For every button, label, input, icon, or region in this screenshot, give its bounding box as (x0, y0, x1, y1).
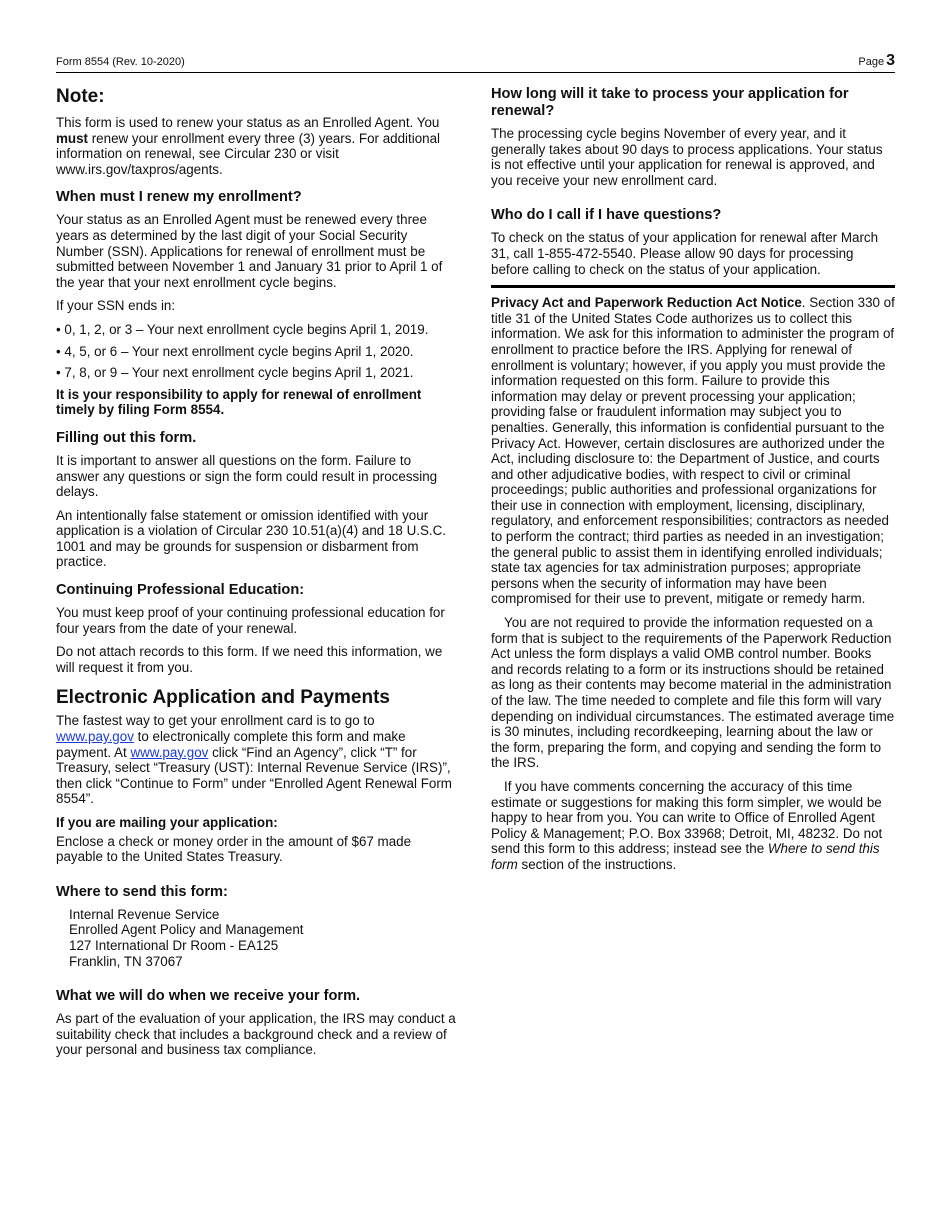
processing-paragraph: The processing cycle begins November of every year, and it generally takes about 90 days to process applications. Your status is not effective until your application for renewal is approved, and you receive your new enrollment card. (491, 126, 883, 188)
list-item: • 7, 8, or 9 – Your next enrollment cycle begins April 1, 2021. (56, 365, 414, 381)
privacy-paragraph-1: Privacy Act and Paperwork Reduction Act Notice. Section 330 of title 31 of the United States Code authorizes us to collect this information. We ask for this information to administer the program of enrollment to practice before the IRS. Applying for renewal of enrollment is voluntary; however, if you apply you must provide the information requested on this form. Failure to provide this information may delay or prevent processing your application; providing false or fraudulent information may subject you to penalties. Generally, this information is confidential pursuant to the Privacy Act. However, certain disclosures are authorized under the Act, including disclosure to: the Department of Justice, and courts and other adjudicative bodies, with respect to civil or criminal proceedings; public authorities and professional organizations for their use in connection with employment, licensing, disciplinary, regulatory, and enforcement responsibilities; contractors as needed to perform the contract; third parties as needed in an investigation; the general public to assist them in identifying enrolled individuals; state tax agencies for tax administration purposes; appropriate persons when the security of information may have been compromised for their use to prevent, mitigate or remedy harm. (491, 295, 895, 607)
mailing-address (69, 907, 456, 969)
list-item: • 4, 5, or 6 – Your next enrollment cycle begins April 1, 2020. (56, 343, 414, 359)
privacy-heading: Privacy Act and Paperwork Reduction Act Notice (491, 295, 802, 311)
cpe-paragraph-1: You must keep proof of your continuing professional education for four years from the date of your renewal. (56, 605, 445, 636)
paygov-link-1[interactable]: www.pay.gov (56, 729, 134, 745)
page-number: Page 3 (858, 52, 895, 69)
form-id: Form 8554 (Rev. 10-2020) (56, 56, 185, 68)
receive-paragraph: As part of the evaluation of your application, the IRS may conduct a suitability check that includes a background check and a review of your personal and business tax compliance. (56, 1011, 456, 1058)
responsibility-note: It is your responsibility to apply for renewal of enrollment timely by filing Form 8554. (56, 386, 422, 418)
questions-heading: Who do I call if I have questions? (491, 207, 722, 224)
eap-heading: Electronic Application and Payments (56, 687, 390, 709)
section-divider (491, 285, 895, 288)
note-paragraph: This form is used to renew your status as an Enrolled Agent. You must renew your enrollment every three (3) years. For additional information on renewal, see Circular 230 or visit www.irs.gov/taxpros/agents. (56, 115, 441, 177)
page-header (56, 52, 895, 73)
privacy-paragraph-2: You are not required to provide the information requested on a form that is subject to the requirements of the Paperwork Reduction Act unless the form displays a valid OMB control number. Books and records relating to a form or its instructions should be retained as long as their contents may become material in the administration of the law. The time needed to complete and file this form will vary depending on individual circumstances. The estimated average time is 30 minutes, including recordkeeping, learning about the law or the form, preparing the form, and copying and sending the form to the IRS. (491, 615, 895, 771)
send-heading: Where to send this form: (56, 883, 228, 900)
paygov-link-2[interactable]: www.pay.gov (130, 744, 209, 760)
address-line: Franklin, TN 37067 (69, 953, 183, 969)
address-line: 127 International Dr Room - EA125 (69, 937, 279, 953)
filling-paragraph-1: It is important to answer all questions on the form. Failure to answer any questions or sign the form could result in processing delays. (56, 452, 438, 500)
renew-paragraph: Your status as an Enrolled Agent must be renewed every three years as determined by the last digit of your Social Security Number (SSN). Applications for renewal of enrollment must be submitted between November 1 and January 31 prior to April 1 of the year that your next enrollment cycle begins. (56, 212, 443, 290)
receive-heading: What we will do when we receive your form. (56, 988, 361, 1005)
list-item: • 0, 1, 2, or 3 – Your next enrollment cycle begins April 1, 2019. (56, 321, 429, 337)
mailing-paragraph: Enclose a check or money order in the amount of $67 made payable to the United States Treasury. (56, 833, 412, 865)
address-line: Enrolled Agent Policy and Management (69, 922, 304, 938)
renew-heading: When must I renew my enrollment? (56, 189, 302, 206)
mailing-heading: If you are mailing your application: (56, 815, 278, 830)
right-column (491, 86, 895, 881)
processing-heading: How long will it take to process your application for renewal? (491, 86, 849, 119)
questions-paragraph: To check on the status of your application for renewal after March 31, call 1-855-472-5540. Please allow 90 days for processing before calling to check on the status of your application. (491, 230, 879, 277)
cpe-paragraph-2: Do not attach records to this form. If we need this information, we will request it from you. (56, 644, 443, 675)
left-column (56, 86, 456, 1066)
eap-paragraph: The fastest way to get your enrollment card is to go to www.pay.gov to electronically complete this form and make payment. At www.pay.gov click “Find an Agency”, click “T” for Treasury, select “Treasury (UST): Internal Revenue Service (IRS)”, then click “Continue to Form” under “Enrolled Agent Renewal Form 8554”. (56, 713, 452, 807)
filling-paragraph-2: An intentionally false statement or omission identified with your application is a violation of Circular 230 10.51(a)(4) and 18 U.S.C. 1001 and may be grounds for suspension or disbarment from practice. (56, 507, 447, 570)
filling-heading: Filling out this form. (56, 429, 197, 446)
cpe-heading: Continuing Professional Education: (56, 582, 305, 599)
note-heading: Note: (56, 86, 105, 107)
ssn-intro: If your SSN ends in: (56, 298, 176, 314)
privacy-paragraph-3: If you have comments concerning the accuracy of this time estimate or suggestions for making this form simpler, we would be happy to hear from you. You can write to Office of Enrolled Agent Policy & Management; P.O. Box 33968; Detroit, MI, 48232. Do not send this form to this address; instead see the Where to send this form section of the instructions. (491, 778, 883, 872)
address-line: Internal Revenue Service (69, 906, 220, 922)
